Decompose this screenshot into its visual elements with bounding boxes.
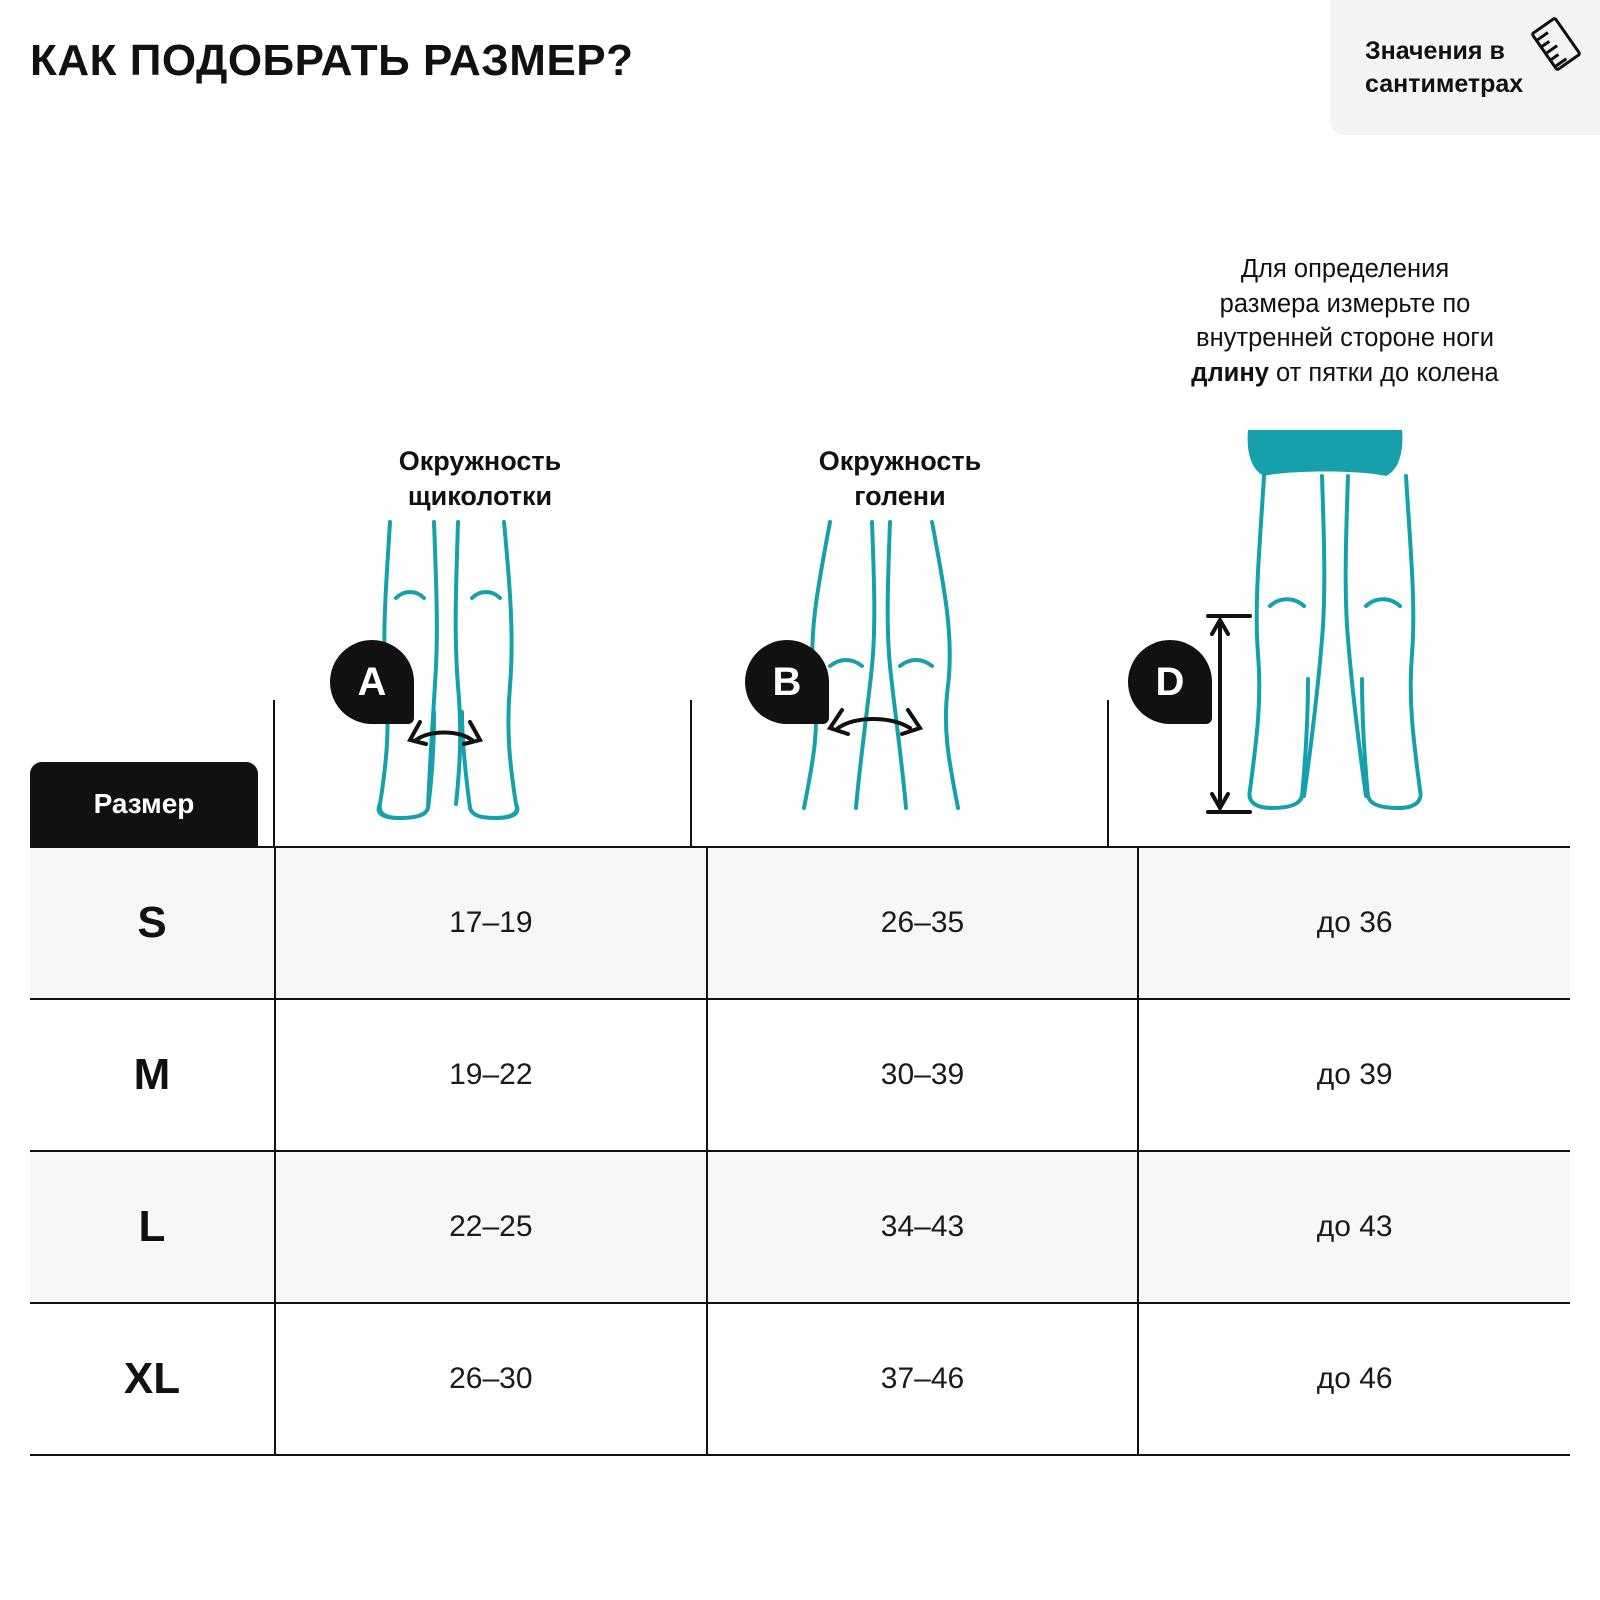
header-divider-3: [1107, 700, 1109, 846]
column-heading-calf: [720, 444, 1080, 513]
size-table: [30, 700, 1570, 1456]
cell-calf: 26–35: [707, 847, 1139, 999]
cell-length: до 39: [1138, 999, 1570, 1151]
cell-ankle: 19–22: [275, 999, 707, 1151]
cell-ankle: 17–19: [275, 847, 707, 999]
page-title: КАК ПОДОБРАТЬ РАЗМЕР?: [30, 36, 634, 85]
column-heading-calf-line2: голени: [854, 480, 946, 511]
cell-size: S: [30, 847, 275, 999]
note-line-4: от пятки до колена: [1268, 359, 1499, 388]
cell-calf: 30–39: [707, 999, 1139, 1151]
column-heading-ankle-line1: Окружность: [398, 446, 562, 476]
table-row: [30, 847, 1570, 999]
note-line-2: размера измерьте по: [1219, 289, 1471, 318]
note-bold-word: длину: [1191, 359, 1269, 388]
units-badge: [1330, 0, 1600, 135]
table-row: [30, 999, 1570, 1151]
cell-size: XL: [30, 1303, 275, 1455]
cell-ankle: 26–30: [275, 1303, 707, 1455]
note-line-3: внутренней стороне ноги: [1196, 324, 1494, 353]
size-table-body: [30, 846, 1570, 1456]
measurement-note: [1110, 252, 1580, 391]
cell-calf: 37–46: [707, 1303, 1139, 1455]
letter-tag-a: A: [330, 640, 414, 724]
cell-size: L: [30, 1151, 275, 1303]
table-row: [30, 1151, 1570, 1303]
header-divider-1: [273, 700, 275, 846]
cell-length: до 43: [1138, 1151, 1570, 1303]
table-row: [30, 1303, 1570, 1455]
column-heading-calf-line1: Окружность: [818, 446, 982, 476]
ruler-icon: [1528, 16, 1584, 77]
cell-length: до 46: [1138, 1303, 1570, 1455]
cell-length: до 36: [1138, 847, 1570, 999]
note-line-1: Для определения: [1240, 255, 1450, 283]
units-badge-label: Значения в сантиметрах: [1365, 36, 1524, 98]
cell-calf: 34–43: [707, 1151, 1139, 1303]
header-divider-2: [690, 700, 692, 846]
column-heading-ankle: [300, 444, 660, 513]
letter-tag-d: D: [1128, 640, 1212, 724]
letter-tag-b: B: [745, 640, 829, 724]
column-heading-ankle-line2: щиколотки: [407, 480, 553, 511]
cell-size: M: [30, 999, 275, 1151]
cell-ankle: 22–25: [275, 1151, 707, 1303]
size-column-header: Размер: [30, 762, 258, 846]
